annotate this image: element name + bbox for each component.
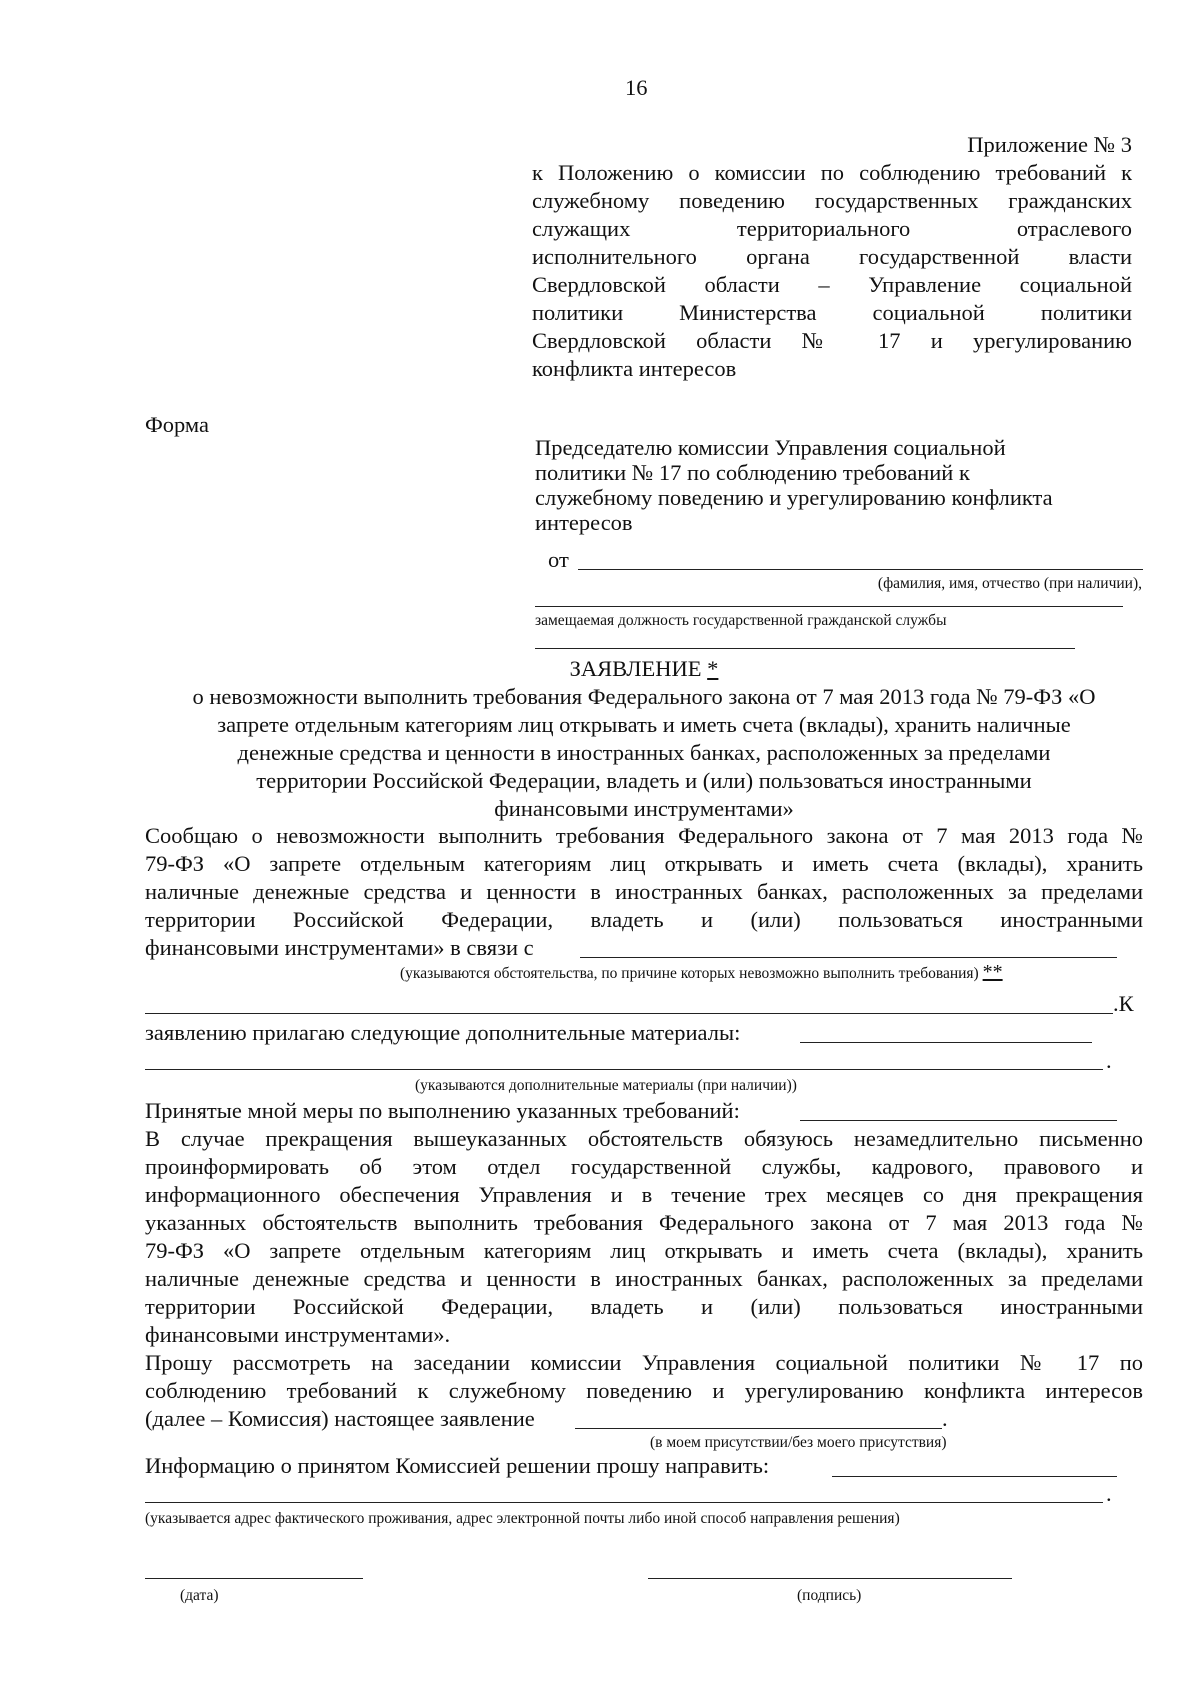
circumstances-mark: ** xyxy=(982,961,1003,983)
paragraph-line: территории Российской Федерации, владеть и (или) пользоваться иностранными xyxy=(145,907,1143,932)
paragraph-line: наличные денежные средства и ценности в иностранных банках, расположенных за пределами xyxy=(145,1266,1143,1291)
presence-period: . xyxy=(942,1406,948,1431)
appendix-line: к Положению о комиссии по соблюдению требований к xyxy=(532,160,1132,185)
paragraph-circumstances xyxy=(145,822,1143,962)
paragraph-line: соблюдению требований к служебному поведению и урегулированию конфликта интересов xyxy=(145,1378,1143,1403)
circumstances-field[interactable] xyxy=(580,957,1117,958)
signature-field[interactable] xyxy=(648,1578,1012,1579)
position-underline xyxy=(535,648,1075,649)
subtitle-line: запрете отдельным категориям лиц открывать и иметь счета (вклады), хранить наличные xyxy=(217,712,1071,737)
from-name-field[interactable] xyxy=(578,569,1143,570)
measures-field[interactable] xyxy=(800,1120,1117,1121)
paragraph-line: проинформировать об этом отдел государственной службы, кадрового, правового и xyxy=(145,1154,1143,1179)
addressee-line: интересов xyxy=(535,510,633,535)
addressee-line: Председателю комиссии Управления социальной xyxy=(535,435,1006,460)
address-hint: (указывается адрес фактического проживания, адрес электронной почты либо иной способ направления решения) xyxy=(145,1510,900,1527)
appendix-text xyxy=(532,159,1132,383)
address-period: . xyxy=(1106,1481,1112,1506)
paragraph-line: территории Российской Федерации, владеть и (или) пользоваться иностранными xyxy=(145,1294,1143,1319)
appendix-line: Свердловской области № 17 и урегулированию xyxy=(532,328,1132,353)
addressee-line: политики № 17 по соблюдению требований к xyxy=(535,460,970,485)
circumstances-field-2[interactable] xyxy=(145,1013,1113,1014)
paragraph-line: информационного обеспечения Управления и в течение трех месяцев со дня прекращения xyxy=(145,1182,1143,1207)
paragraph-request xyxy=(145,1349,1143,1433)
paragraph-line: указанных обстоятельств выполнить требования Федерального закона от 7 мая 2013 года № xyxy=(145,1210,1143,1235)
subtitle-line: о невозможности выполнить требования Федерального закона от 7 мая 2013 года № 79-ФЗ «О xyxy=(192,684,1096,709)
subtitle-line: территории Российской Федерации, владеть и (или) пользоваться иностранными xyxy=(256,768,1032,793)
info-text: Информацию о принятом Комиссией решении прошу направить: xyxy=(145,1453,770,1478)
presence-field[interactable] xyxy=(575,1428,942,1429)
paragraph-obligation xyxy=(145,1125,1143,1349)
statement-heading xyxy=(0,655,1200,683)
heading-mark: * xyxy=(707,656,719,681)
attach-hint: (указываются дополнительные материалы (при наличии)) xyxy=(415,1077,797,1094)
position-field[interactable] xyxy=(535,606,1123,607)
measures-text: Принятые мной меры по выполнению указанных требований: xyxy=(145,1098,740,1123)
page-number: 16 xyxy=(625,75,648,100)
presence-hint: (в моем присутствии/без моего присутствия) xyxy=(650,1434,947,1451)
from-label: от xyxy=(548,547,569,572)
attachments-field-2[interactable] xyxy=(145,1069,1103,1070)
attach-period: . xyxy=(1106,1048,1112,1073)
paragraph-line: финансовыми инструментами» в связи с xyxy=(145,935,534,960)
appendix-label: Приложение № 3 xyxy=(967,132,1132,157)
paragraph-line: 79-ФЗ «О запрете отдельным категориям лиц открывать и иметь счета (вклады), хранить xyxy=(145,851,1143,876)
paragraph-line: Сообщаю о невозможности выполнить требования Федерального закона от 7 мая 2013 года № xyxy=(145,823,1143,848)
attachments-field[interactable] xyxy=(800,1042,1092,1043)
paragraph-line: (далее – Комиссия) настоящее заявление xyxy=(145,1406,535,1431)
from-hint: (фамилия, имя, отчество (при наличии), xyxy=(877,575,1142,592)
heading-text: ЗАЯВЛЕНИЕ xyxy=(569,656,702,681)
appendix-line: служащих территориального отраслевого xyxy=(532,216,1132,241)
k-suffix: .К xyxy=(1113,991,1134,1016)
signature-label: (подпись) xyxy=(797,1587,862,1604)
subtitle-line: финансовыми инструментами» xyxy=(494,796,794,821)
position-hint: замещаемая должность государственной гражданской службы xyxy=(535,612,947,629)
addressee-line: служебному поведению и урегулированию конфликта xyxy=(535,485,1053,510)
appendix-line: конфликта интересов xyxy=(532,356,737,381)
appendix-line: политики Министерства социальной политики xyxy=(532,300,1132,325)
addressee-block xyxy=(535,435,1135,535)
circumstances-hint-text: (указываются обстоятельства, по причине которых невозможно выполнить требования) xyxy=(400,965,979,982)
appendix-line: Свердловской области – Управление социальной xyxy=(532,272,1132,297)
appendix-line: служебному поведению государственных гражданских xyxy=(532,188,1132,213)
paragraph-line: наличные денежные средства и ценности в иностранных банках, расположенных за пределами xyxy=(145,879,1143,904)
appendix-line: исполнительного органа государственной власти xyxy=(532,244,1132,269)
statement-subtitle xyxy=(0,683,1200,823)
date-label: (дата) xyxy=(180,1587,219,1604)
paragraph-line: Прошу рассмотреть на заседании комиссии Управления социальной политики № 17 по xyxy=(145,1350,1143,1375)
paragraph-line: В случае прекращения вышеуказанных обстоятельств обязуюсь незамедлительно письменно xyxy=(145,1126,1143,1151)
paragraph-line: 79-ФЗ «О запрете отдельным категориям лиц открывать и иметь счета (вклады), хранить xyxy=(145,1238,1143,1263)
date-field[interactable] xyxy=(145,1578,363,1579)
info-field[interactable] xyxy=(832,1476,1117,1477)
paragraph-line: финансовыми инструментами». xyxy=(145,1322,451,1347)
subtitle-line: денежные средства и ценности в иностранных банках, расположенных за пределами xyxy=(237,740,1051,765)
circumstances-hint xyxy=(400,963,1003,983)
attach-text: заявлению прилагаю следующие дополнительные материалы: xyxy=(145,1020,741,1045)
form-label: Форма xyxy=(145,412,210,437)
address-field[interactable] xyxy=(145,1502,1103,1503)
